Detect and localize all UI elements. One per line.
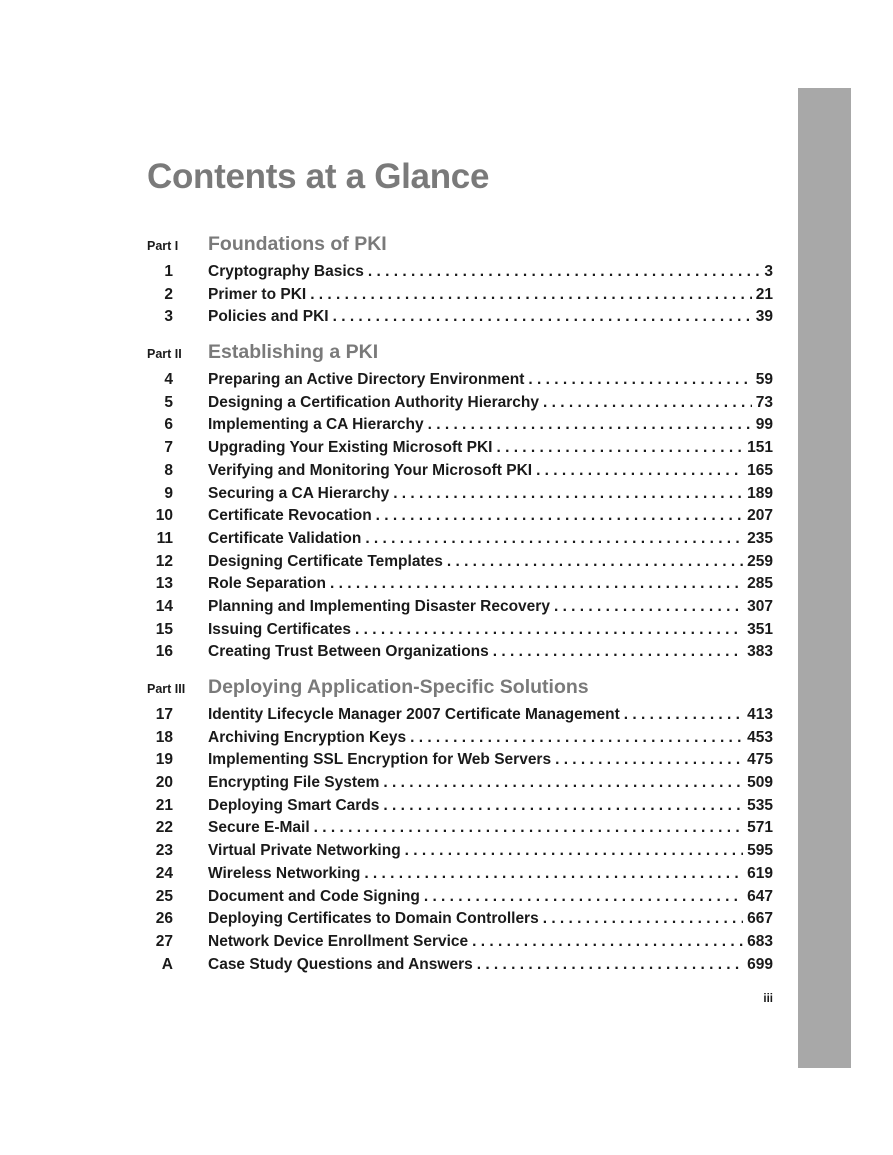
part-title[interactable]: Foundations of PKI [208,233,387,255]
toc-entry[interactable] [147,460,773,483]
dot-leader [477,954,743,977]
dot-leader [368,261,760,284]
chapter-number: 13 [155,575,173,593]
toc-entry[interactable] [147,931,773,954]
chapter-page-number: 285 [747,575,773,593]
chapter-number: 23 [155,842,173,860]
toc-part [147,676,773,976]
chapter-title[interactable]: Implementing a CA Hierarchy [208,416,424,434]
chapter-title[interactable]: Secure E-Mail [208,819,310,837]
toc-entry[interactable] [147,551,773,574]
chapter-title[interactable]: Policies and PKI [208,308,329,326]
chapter-number: 18 [155,728,173,746]
dot-leader [365,528,743,551]
chapter-title[interactable]: Archiving Encryption Keys [208,728,407,746]
chapter-number: 2 [164,285,173,303]
dot-leader [528,369,751,392]
chapter-title[interactable]: Deploying Certificates to Domain Controllers [208,910,539,928]
toc-entry[interactable] [147,483,773,506]
toc-entry[interactable] [147,795,773,818]
dot-leader [330,573,743,596]
chapter-page-number: 453 [747,728,773,746]
toc-entry[interactable] [147,641,773,664]
chapter-page-number: 259 [747,552,773,570]
dot-leader [543,908,743,931]
toc-entry[interactable] [147,704,773,727]
toc-entry[interactable] [147,954,773,977]
toc-entry[interactable] [147,261,773,284]
toc-entry[interactable] [147,817,773,840]
chapter-number: 3 [164,308,173,326]
chapter-number: 22 [155,819,173,837]
chapter-title[interactable]: Primer to PKI [208,285,307,303]
chapter-number: 19 [155,751,173,769]
dot-leader [364,863,743,886]
dot-leader [410,727,743,750]
dot-leader [405,840,743,863]
chapter-page-number: 39 [755,308,773,326]
part-header [147,676,773,704]
chapter-title[interactable]: Deploying Smart Cards [208,796,380,814]
chapter-title[interactable]: Role Separation [208,575,326,593]
dot-leader [447,551,743,574]
dot-leader [376,505,743,528]
chapter-page-number: 351 [747,620,773,638]
part-label: Part I [147,239,179,253]
dot-leader [424,886,743,909]
dot-leader [554,596,743,619]
chapter-number: 11 [156,529,173,547]
chapter-number: 24 [155,864,173,882]
part-header [147,233,773,261]
toc-entry[interactable] [147,596,773,619]
chapter-page-number: 207 [747,507,773,525]
chapter-page-number: 667 [747,910,773,928]
dot-leader [355,619,743,642]
chapter-page-number: 619 [747,864,773,882]
chapter-number: 4 [164,371,173,389]
part-title[interactable]: Establishing a PKI [208,341,379,364]
toc-entry[interactable] [147,573,773,596]
chapter-title[interactable]: Document and Code Signing [208,887,420,905]
chapter-page-number: 165 [747,461,773,479]
chapter-title[interactable]: Designing Certificate Templates [208,552,443,570]
chapter-page-number: 571 [747,819,773,837]
chapter-page-number: 475 [747,751,773,769]
chapter-number: 17 [155,706,173,723]
chapter-title[interactable]: Network Device Enrollment Service [208,932,469,950]
chapter-page-number: 383 [747,643,773,661]
chapter-number: 16 [155,643,173,661]
chapter-number: 6 [164,416,173,434]
chapter-page-number: 73 [755,393,773,411]
chapter-number: 7 [164,439,173,457]
chapter-number: 10 [155,507,173,525]
dot-leader [496,437,743,460]
dot-leader [333,306,752,329]
dot-leader [383,795,743,818]
chapter-number: 21 [155,796,173,814]
chapter-page-number: 699 [747,955,773,973]
toc-entry[interactable] [147,886,773,909]
toc-entry[interactable] [147,414,773,437]
toc-entry[interactable] [147,528,773,551]
chapter-title[interactable]: Implementing SSL Encryption for Web Servers [208,751,552,769]
toc-part [147,233,773,329]
part-label: Part III [147,682,186,696]
table-of-contents [147,233,773,988]
part-header [147,341,773,369]
part-label: Part II [147,347,182,362]
dot-leader [428,414,752,437]
chapter-page-number: 647 [747,887,773,905]
dot-leader [624,704,743,727]
toc-entry[interactable] [147,505,773,528]
chapter-number: 8 [164,461,173,479]
chapter-title[interactable]: Wireless Networking [208,864,361,882]
chapter-title[interactable]: Certificate Revocation [208,507,372,525]
dot-leader [536,460,743,483]
chapter-page-number: 189 [747,484,773,502]
chapter-page-number: 595 [747,842,773,860]
toc-entry[interactable] [147,369,773,392]
chapter-page-number: 151 [747,439,773,457]
chapter-title[interactable]: Designing a Certification Authority Hierarchy [208,393,540,411]
chapter-number: A [161,955,173,973]
chapter-title[interactable]: Case Study Questions and Answers [208,955,473,973]
dot-leader [555,749,743,772]
toc-entry[interactable] [147,306,773,329]
part-title[interactable]: Deploying Application-Specific Solutions [208,676,589,698]
toc-entry[interactable] [147,619,773,642]
toc-entry[interactable] [147,908,773,931]
toc-part [147,341,773,664]
chapter-number: 15 [155,620,173,638]
dot-leader [472,931,743,954]
chapter-page-number: 235 [747,529,773,547]
chapter-title[interactable]: Certificate Validation [208,529,362,547]
side-thumb-tab [798,88,851,1068]
toc-entry[interactable] [147,727,773,750]
page-number: iii [763,993,773,1005]
chapter-title[interactable]: Securing a CA Hierarchy [208,484,390,502]
toc-entry[interactable] [147,840,773,863]
chapter-number: 27 [155,932,173,950]
chapter-page-number: 59 [755,371,773,389]
toc-entry[interactable] [147,437,773,460]
dot-leader [493,641,743,664]
toc-entry[interactable] [147,284,773,307]
chapter-page-number: 21 [755,285,773,303]
chapter-title[interactable]: Encrypting File System [208,774,380,792]
toc-entry[interactable] [147,392,773,415]
chapter-number: 12 [155,552,173,570]
chapter-title[interactable]: Virtual Private Networking [208,842,401,860]
chapter-page-number: 535 [747,796,773,814]
chapter-title[interactable]: Identity Lifecycle Manager 2007 Certificate Management [208,706,620,723]
toc-entry[interactable] [147,863,773,886]
chapter-title[interactable]: Upgrading Your Existing Microsoft PKI [208,439,493,457]
chapter-title[interactable]: Creating Trust Between Organizations [208,643,489,661]
chapter-page-number: 3 [764,263,773,280]
chapter-number: 1 [164,263,173,280]
chapter-title[interactable]: Cryptography Basics [208,263,364,280]
chapter-page-number: 307 [747,597,773,615]
chapter-number: 25 [155,887,173,905]
dot-leader [314,817,743,840]
chapter-number: 9 [164,484,173,502]
chapter-title[interactable]: Issuing Certificates [208,620,351,638]
dot-leader [393,483,743,506]
chapter-number: 5 [164,393,173,411]
chapter-number: 14 [155,597,173,615]
chapter-title[interactable]: Preparing an Active Directory Environment [208,371,525,389]
chapter-page-number: 509 [747,774,773,792]
chapter-title[interactable]: Planning and Implementing Disaster Recovery [208,597,550,615]
dot-leader [310,284,752,307]
chapter-number: 20 [155,774,173,792]
dot-leader [383,772,743,795]
chapter-number: 26 [155,910,173,928]
toc-entry[interactable] [147,772,773,795]
chapter-title[interactable]: Verifying and Monitoring Your Microsoft PKI [208,461,533,479]
chapter-page-number: 99 [755,416,773,434]
chapter-page-number: 413 [747,706,773,723]
chapter-page-number: 683 [747,932,773,950]
page-title: Contents at a Glance [147,157,490,196]
dot-leader [543,392,752,415]
toc-entry[interactable] [147,749,773,772]
